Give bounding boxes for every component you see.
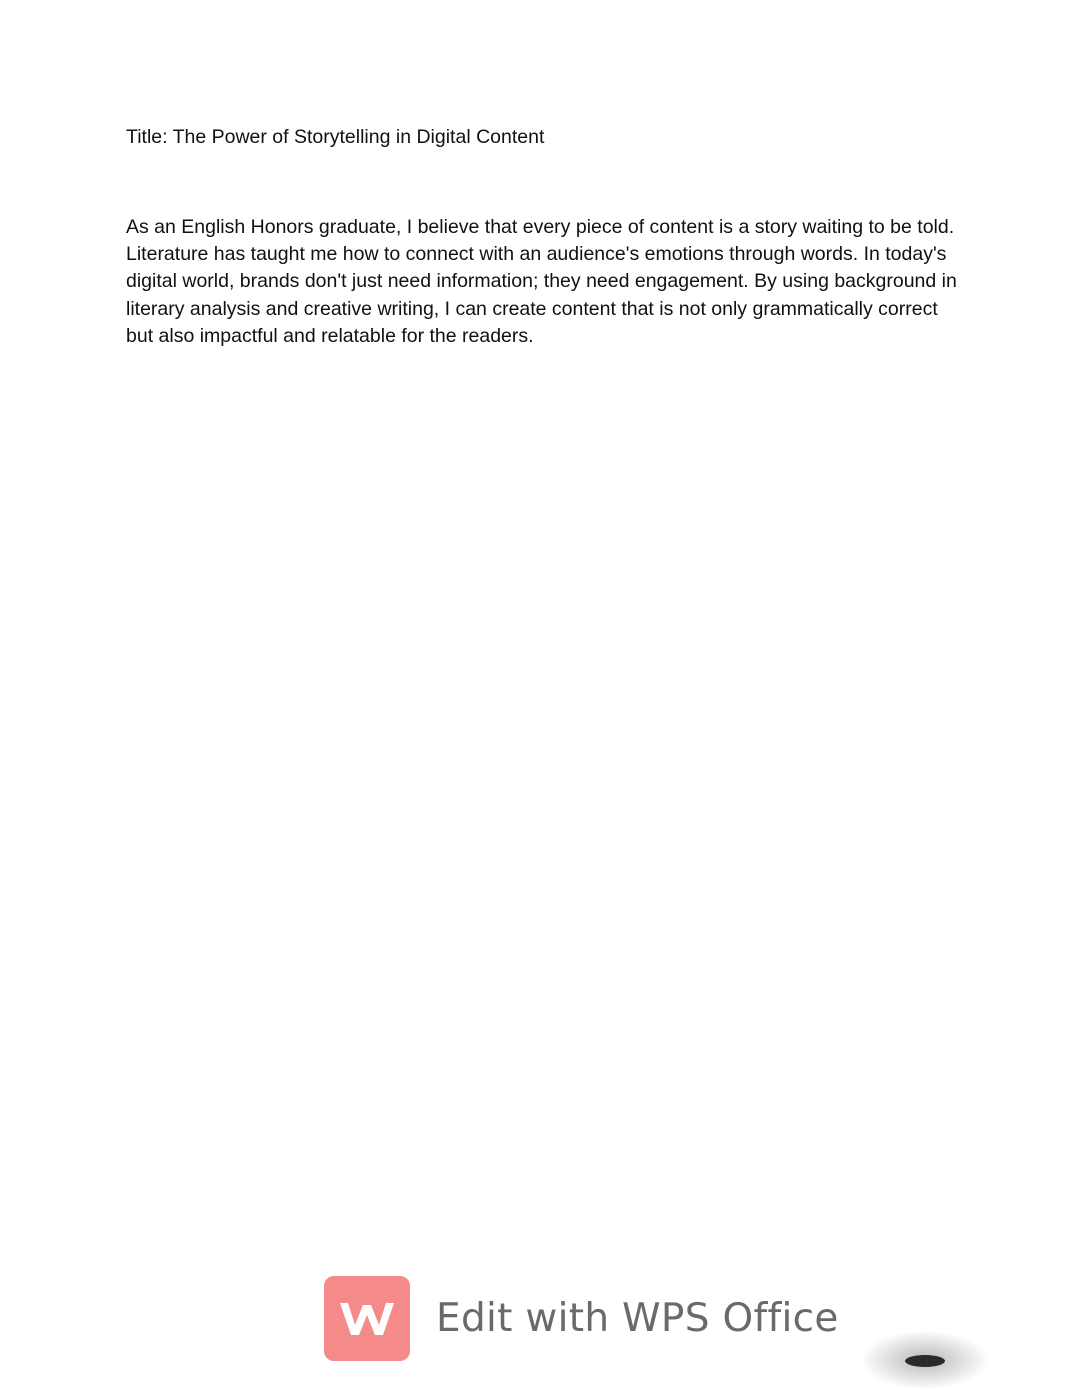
body-line: digital world, brands don't just need information; they need engagement. By using background in [126,270,957,293]
document-body [126,214,966,350]
document-title: Title: The Power of Storytelling in Digital Content [126,126,545,148]
body-line: literary analysis and creative writing, I can create content that is not only grammatically correct [126,297,938,320]
body-line: As an English Honors graduate, I believe that every piece of content is a story waiting to be told. [126,216,955,238]
body-line: Literature has taught me how to connect with an audience's emotions through words. In today's [126,243,947,266]
corner-handle [905,1355,945,1367]
body-line: but also impactful and relatable for the readers. [126,324,534,347]
wps-logo-icon [324,1276,410,1361]
edit-with-wps-button[interactable] [324,1276,839,1361]
edit-with-wps-label: Edit with WPS Office [436,1296,839,1341]
